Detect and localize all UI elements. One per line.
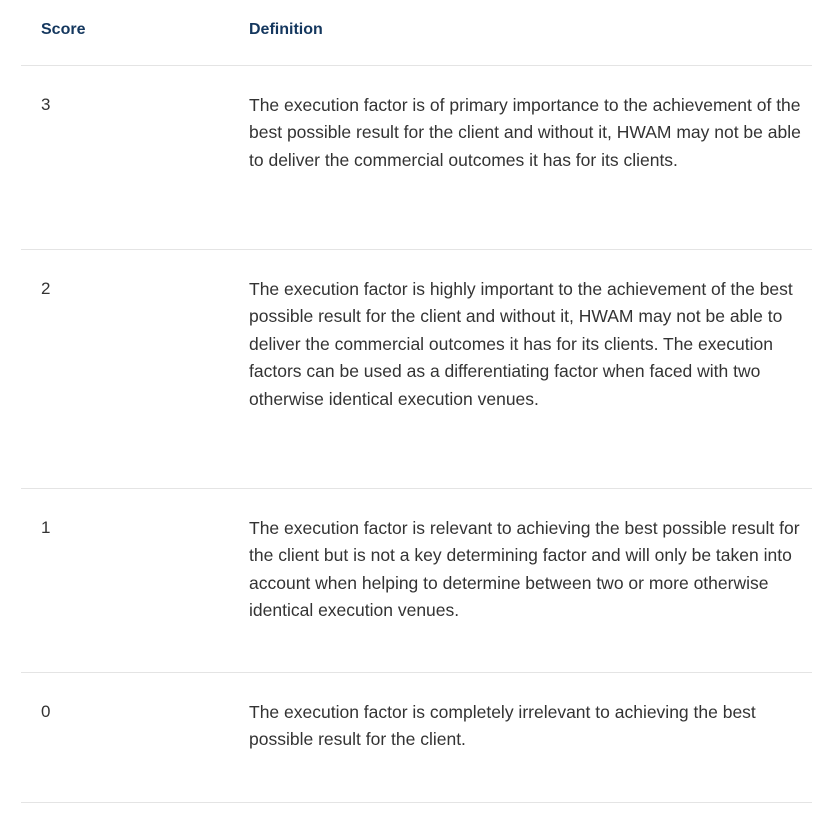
definition-cell: The execution factor is relevant to achieving the best possible result for the client but is not a key determining factor and will only be taken into account when helping to determine between two or more otherwise identical execution venues. — [249, 518, 800, 621]
definition-cell: The execution factor is completely irrelevant to achieving the best possible result for the client. — [249, 702, 756, 750]
score-column-header: Score — [41, 21, 86, 38]
definition-cell: The execution factor is highly important to the achievement of the best possible result for the client and without it, HWAM may not be able to deliver the commercial outcomes it has for its clients. The execution factors can be used as a differentiating factor when faced with two otherwise identical execution venues. — [249, 279, 793, 409]
table-row — [21, 66, 812, 250]
score-cell: 3 — [41, 95, 51, 114]
score-cell: 2 — [41, 279, 51, 298]
definition-cell: The execution factor is of primary importance to the achievement of the best possible result for the client and without it, HWAM may not be able to deliver the commercial outcomes it has for its clients. — [249, 95, 801, 170]
table-row — [21, 489, 812, 673]
table-header — [21, 0, 812, 66]
score-cell: 0 — [41, 702, 51, 721]
execution-factor-table — [21, 0, 812, 803]
definition-column-header: Definition — [249, 21, 323, 38]
table-row — [21, 250, 812, 489]
score-cell: 1 — [41, 518, 51, 537]
table-row — [21, 673, 812, 803]
